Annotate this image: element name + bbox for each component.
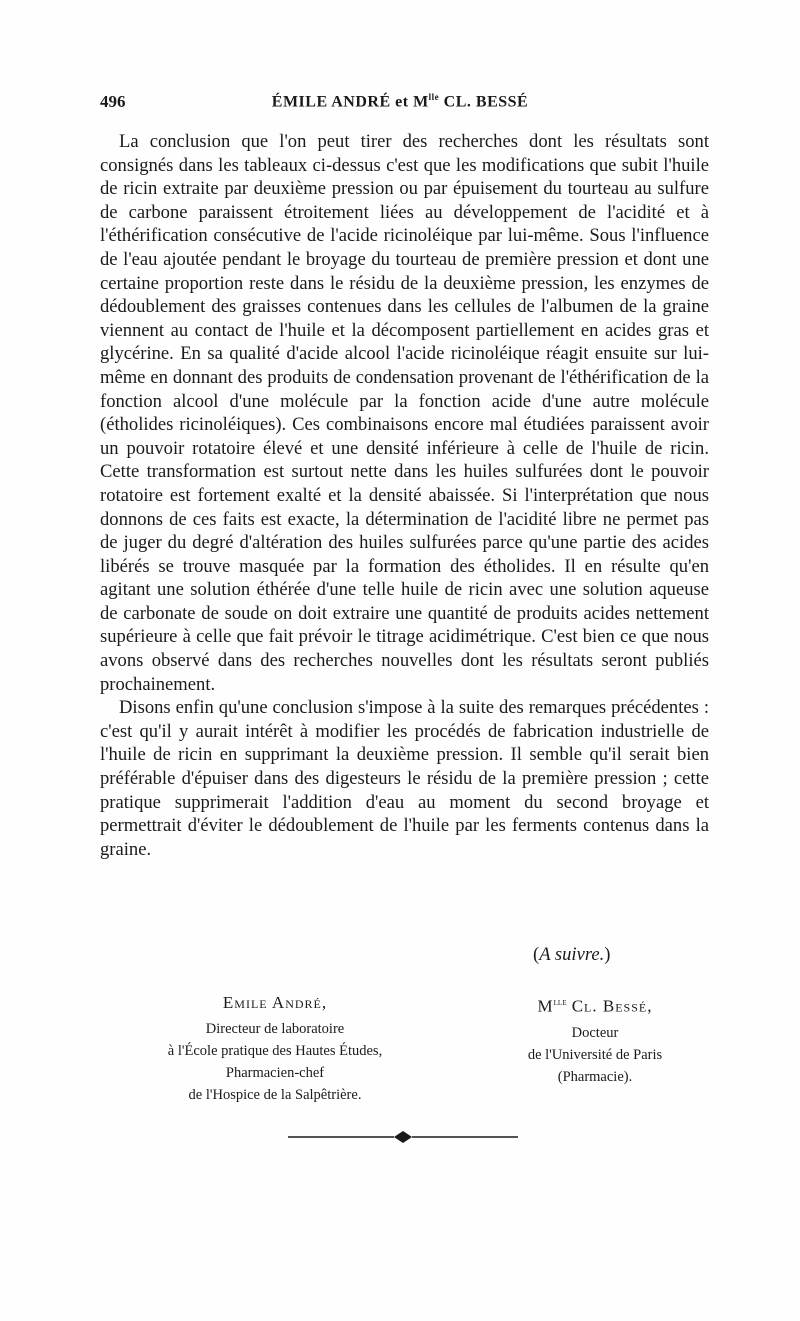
signature-cl-besse — [490, 991, 700, 1088]
paragraph-recommendation: Disons enfin qu'une conclusion s'impose à la suite des remarques précédentes : c'est qu'il y aurait intérêt à modifier les procédés de fabrication industrielle de l'huile de ricin en supprimant la deuxième pression. Il semble qu'il serait bien préférable d'épuiser dans des digesteurs le résidu de la première pression ; cette pratique supprimerait l'addition d'eau au moment du second broyage et permettrait d'éviter le dédoublement de l'huile par les ferments contenus dans la graine. — [100, 697, 709, 860]
signature-title-line: Pharmacien-chef — [225, 1065, 325, 1081]
to-be-continued — [533, 944, 610, 966]
paren-open: ( — [533, 944, 540, 965]
authors-part2: CL. BESSÉ — [439, 93, 529, 111]
paragraph-conclusion: La conclusion que l'on peut tirer des recherches dont les résultats sont consignés dans les tableaux ci-dessus c'est que les modifications que subit l'huile de ricin extraite par deuxième pression ou par épuisement du tourteau au sulfure de carbone paraissent étroitement liées au développement de l'acidité et à l'éthérification consécutive de l'acide ricinoléique par lui-même. Sous l'influence de l'eau ajoutée pendant le broyage du tourteau de première pression et dont une certaine proportion reste dans le résidu de la deuxième pression, les enzymes de dédoublement des graisses contenues dans les cellules de l'albumen de la graine viennent au contact de l'huile et la décomposent partiellement en acides gras et glycérine. En sa qualité d'acide alcool l'acide ricinoléique réagit ensuite sur lui-même en donnant des produits de condensation provenant de l'éthérification de la fonction alcool d'une molécule par la fonction acide d'une autre molécule (étholides ricinoléiques). Ces combinaisons encore mal étudiées paraissent avoir un pouvoir rotatoire élevé et une densité inférieure à celle de l'huile de ricin. Cette transformation est surtout nette dans les huiles sulfurées dont le pouvoir rotatoire est fortement exalté et la densité abaissée. Si l'interprétation que nous donnons de ces faits est exacte, la détermination de l'acidité libre ne permet pas de juger du degré d'altération des huiles sulfurées parce qu'une partie des acides libérés se trouve masquée par la formation des étholides. Il en résulte qu'en agitant une solution éthérée d'une telle huile de ricin avec une solution aqueuse de carbonate de soude on doit extraire une quantité de produits acides nettement supérieure à celle que fait prévoir le titrage acidimétrique. C'est bien ce que nous avons observé dans des recherches nouvelles dont les résultats seront publiés prochainement. — [100, 131, 709, 695]
signature-title-line: Docteur — [571, 1024, 619, 1041]
signature-emile-andre — [130, 991, 420, 1106]
running-head-authors — [250, 92, 550, 111]
end-ornament-icon — [288, 1128, 518, 1146]
authors-part1: ÉMILE ANDRÉ et M — [271, 93, 429, 111]
signature-title-line: de l'Université de Paris — [527, 1046, 663, 1063]
name-rest: Cl. Bessé, — [566, 996, 653, 1016]
name-superscript: lle — [553, 997, 567, 1008]
name-prefix: M — [537, 996, 554, 1016]
signature-title-line: de l'Hospice de la Salpêtrière. — [188, 1087, 362, 1103]
signature-title-line: Directeur de laboratoire — [205, 1021, 345, 1037]
signature-name: Emile André, — [222, 993, 328, 1012]
authors-superscript: lle — [428, 92, 440, 102]
page-number: 496 — [100, 92, 126, 111]
signature-name — [490, 991, 700, 1019]
running-header — [100, 92, 710, 118]
signature-title-line: (Pharmacie). — [557, 1068, 633, 1085]
article-body — [100, 130, 709, 861]
signature-title-line: à l'École pratique des Hautes Études, — [167, 1043, 383, 1059]
paren-close: ) — [604, 944, 611, 965]
continuation-text: A suivre. — [539, 944, 605, 965]
